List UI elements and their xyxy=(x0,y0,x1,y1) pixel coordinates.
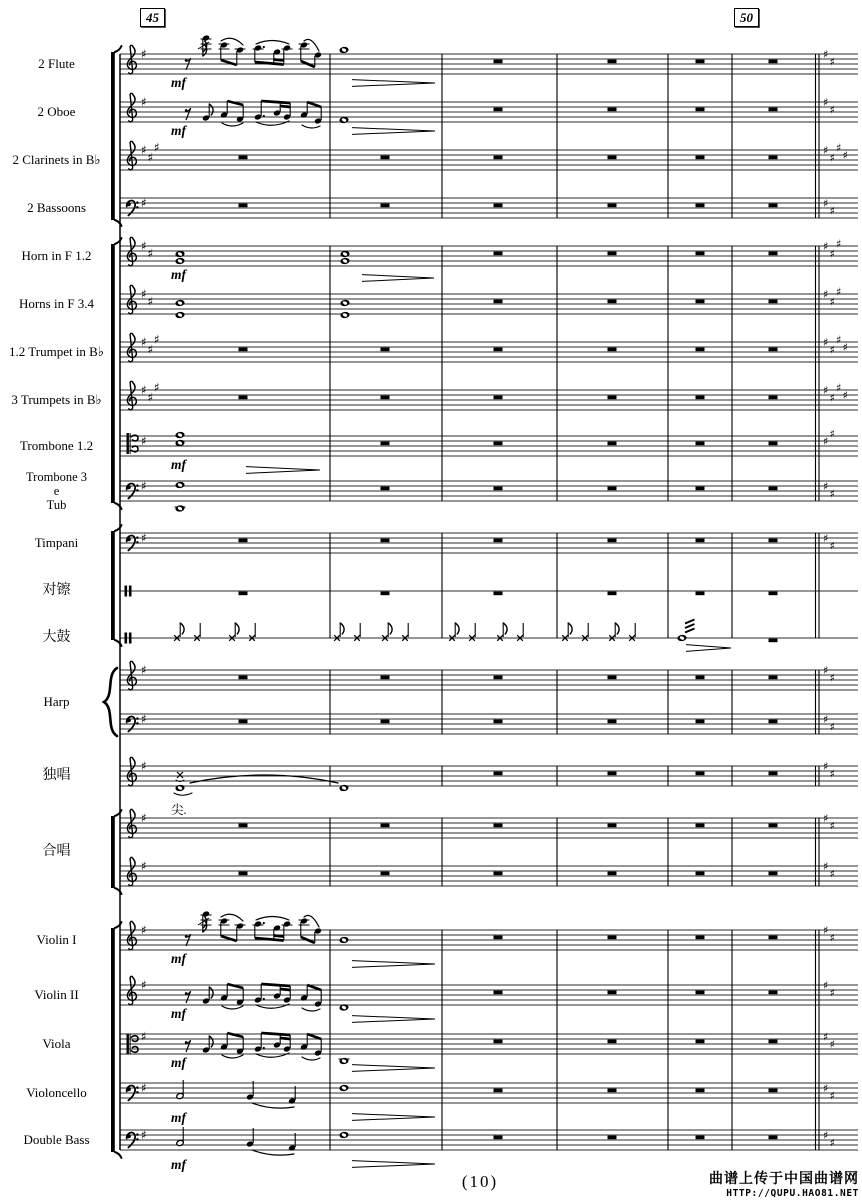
svg-text:♯: ♯ xyxy=(141,758,147,773)
svg-text:mf: mf xyxy=(171,951,186,966)
svg-text:♯: ♯ xyxy=(829,487,835,501)
svg-text:♯: ♯ xyxy=(141,195,147,210)
svg-text:♯: ♯ xyxy=(154,332,160,347)
svg-text:mf: mf xyxy=(171,1157,186,1172)
svg-text:♯: ♯ xyxy=(823,335,829,349)
svg-text:♯: ♯ xyxy=(147,294,154,309)
svg-text:mf: mf xyxy=(171,75,186,90)
svg-text:♯: ♯ xyxy=(829,767,835,781)
svg-text:♯: ♯ xyxy=(141,1029,147,1044)
instrument-label-timpani: Timpani xyxy=(34,535,79,550)
svg-text:♯: ♯ xyxy=(842,148,848,162)
instrument-label-2-bassoons: 2 Bassoons xyxy=(27,200,86,215)
svg-text:♯: ♯ xyxy=(823,479,829,493)
svg-text:♯: ♯ xyxy=(141,1127,147,1142)
svg-text:♯: ♯ xyxy=(842,340,848,354)
svg-text:♯: ♯ xyxy=(141,922,147,937)
svg-text:♯: ♯ xyxy=(842,388,848,402)
rehearsal-mark-50: 50 xyxy=(734,8,759,27)
svg-text:♯: ♯ xyxy=(829,671,835,685)
instrument-label-line: Tub xyxy=(46,498,67,512)
svg-text:♯: ♯ xyxy=(141,286,147,301)
instrument-label-horns-in-f-3.4: Horns in F 3.4 xyxy=(18,296,95,311)
instrument-label-line: e xyxy=(53,484,60,498)
instrument-label-violin-i: Violin I xyxy=(36,932,77,947)
svg-text:♯: ♯ xyxy=(823,859,829,873)
svg-text:♯: ♯ xyxy=(829,539,835,553)
svg-text:♯: ♯ xyxy=(829,391,835,405)
svg-text:♯: ♯ xyxy=(147,342,154,357)
instrument-label-line: Trombone 3 xyxy=(25,470,87,484)
svg-text:♯: ♯ xyxy=(141,94,147,109)
svg-text:♯: ♯ xyxy=(147,246,154,261)
svg-text:♯: ♯ xyxy=(823,95,829,109)
svg-text:♯: ♯ xyxy=(823,143,829,157)
svg-text:♯: ♯ xyxy=(836,285,842,299)
svg-text:♯: ♯ xyxy=(823,712,829,726)
instrument-label-violoncello: Violoncello xyxy=(26,1085,87,1100)
svg-text:♯: ♯ xyxy=(829,1089,835,1103)
svg-text:♯: ♯ xyxy=(829,151,835,165)
svg-text:♯: ♯ xyxy=(154,140,160,155)
svg-text:♯: ♯ xyxy=(829,295,835,309)
svg-text:♯: ♯ xyxy=(141,334,147,349)
svg-text:♯: ♯ xyxy=(141,1080,147,1095)
svg-text:♯: ♯ xyxy=(141,711,147,726)
svg-text:♯: ♯ xyxy=(836,141,842,155)
svg-text:♯: ♯ xyxy=(836,381,842,395)
instrument-label-对镲: 对镲 xyxy=(42,583,71,598)
svg-text:♯: ♯ xyxy=(823,1030,829,1044)
svg-text:♯: ♯ xyxy=(141,142,147,157)
svg-text:♯: ♯ xyxy=(141,46,147,61)
svg-text:♯: ♯ xyxy=(829,204,835,218)
svg-text:♯: ♯ xyxy=(141,478,147,493)
svg-text:♯: ♯ xyxy=(829,819,835,833)
watermark-url: HTTP://QUPU.HAO81.NET xyxy=(726,1188,859,1199)
svg-text:♯: ♯ xyxy=(829,1037,835,1051)
instrument-label-3-trumpets-in-b♭: 3 Trumpets in B♭ xyxy=(11,392,102,407)
svg-text:♯: ♯ xyxy=(829,931,835,945)
instrument-label-独唱: 独唱 xyxy=(42,768,71,783)
instrument-label-大鼓: 大鼓 xyxy=(42,630,71,645)
instrument-label-合唱: 合唱 xyxy=(42,844,71,859)
svg-text:♯: ♯ xyxy=(141,662,147,677)
instrument-label-horn-in-f-1.2: Horn in F 1.2 xyxy=(21,248,92,263)
svg-text:♯: ♯ xyxy=(823,383,829,397)
svg-text:♯: ♯ xyxy=(823,1081,829,1095)
svg-text:♯: ♯ xyxy=(147,390,154,405)
svg-text:♯: ♯ xyxy=(823,811,829,825)
svg-text:♯: ♯ xyxy=(823,196,829,210)
svg-text:♯: ♯ xyxy=(823,47,829,61)
svg-text:♯: ♯ xyxy=(823,978,829,992)
svg-text:♯: ♯ xyxy=(829,55,835,69)
svg-text:mf: mf xyxy=(171,1006,186,1021)
svg-text:mf: mf xyxy=(171,1110,186,1125)
instrument-label-2-clarinets-in-b♭: 2 Clarinets in B♭ xyxy=(12,152,101,167)
svg-text:♯: ♯ xyxy=(836,333,842,347)
svg-text:♯: ♯ xyxy=(154,380,160,395)
svg-text:♯: ♯ xyxy=(141,382,147,397)
svg-text:mf: mf xyxy=(171,123,186,138)
instrument-label-2-flute: 2 Flute xyxy=(38,56,75,71)
instrument-label-viola: Viola xyxy=(42,1036,71,1051)
svg-text:♯: ♯ xyxy=(823,759,829,773)
svg-text:♯: ♯ xyxy=(141,977,147,992)
instrument-label-trombone-1.2: Trombone 1.2 xyxy=(19,438,94,453)
svg-text:♯: ♯ xyxy=(829,867,835,881)
rehearsal-mark-45: 45 xyxy=(140,8,165,27)
svg-text:♯: ♯ xyxy=(829,343,835,357)
svg-text:♯: ♯ xyxy=(147,150,154,165)
svg-text:♯: ♯ xyxy=(823,287,829,301)
svg-text:♯: ♯ xyxy=(829,986,835,1000)
svg-text:♯: ♯ xyxy=(829,427,835,441)
svg-text:♯: ♯ xyxy=(141,238,147,253)
watermark-site-name: 曲谱上传于中国曲谱网 xyxy=(709,1171,859,1187)
svg-text:♯: ♯ xyxy=(141,858,147,873)
svg-text:♯: ♯ xyxy=(829,103,835,117)
svg-text:mf: mf xyxy=(171,457,186,472)
page-number: (10) xyxy=(461,1172,499,1191)
svg-text:mf: mf xyxy=(171,267,186,282)
svg-text:♯: ♯ xyxy=(829,247,835,261)
svg-text:♯: ♯ xyxy=(823,239,829,253)
svg-text:♯: ♯ xyxy=(823,663,829,677)
svg-text:尖.: 尖. xyxy=(171,803,187,817)
svg-text:mf: mf xyxy=(171,1055,186,1070)
instrument-label-harp: Harp xyxy=(43,694,70,709)
instrument-label-1.2-trumpet-in-b♭: 1.2 Trumpet in B♭ xyxy=(9,344,104,359)
svg-text:♯: ♯ xyxy=(823,531,829,545)
svg-text:♯: ♯ xyxy=(823,923,829,937)
instrument-label-violin-ii: Violin II xyxy=(34,987,79,1002)
watermark xyxy=(709,1168,859,1199)
svg-text:♯: ♯ xyxy=(141,810,147,825)
svg-text:♯: ♯ xyxy=(829,720,835,734)
instrument-label-2-oboe: 2 Oboe xyxy=(37,104,76,119)
svg-text:♯: ♯ xyxy=(823,1128,829,1142)
svg-text:♯: ♯ xyxy=(829,1136,835,1150)
svg-text:♯: ♯ xyxy=(141,530,147,545)
instrument-label-double-bass: Double Bass xyxy=(23,1132,90,1147)
svg-text:♯: ♯ xyxy=(836,237,842,251)
svg-text:♯: ♯ xyxy=(823,434,829,448)
svg-text:♯: ♯ xyxy=(141,433,147,448)
